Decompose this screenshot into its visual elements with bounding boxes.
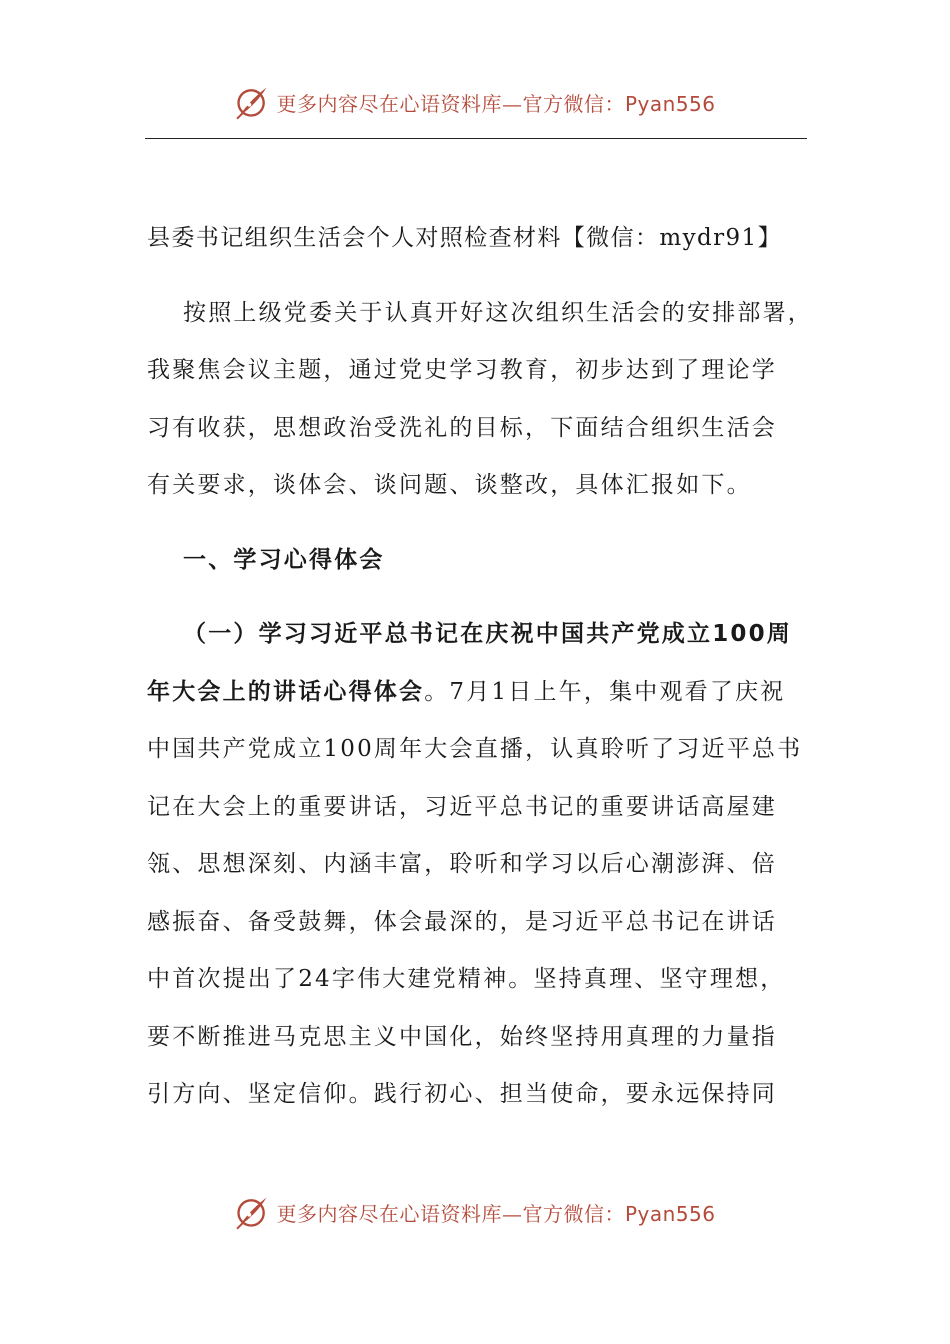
footer-banner [0,1190,950,1234]
paragraph-line: 瓴、思想深刻、内涵丰富，聆听和学习以后心潮澎湃、倍 [147,851,777,877]
header-rule [145,138,807,139]
header-banner [0,80,950,124]
paragraph-line: 中国共产党成立100周年大会直播，认真聆听了习近平总书 [147,736,803,762]
paragraph-line: 记在大会上的重要讲话，习近平总书记的重要讲话高屋建 [147,793,777,820]
paragraph-line: 感振奋、备受鼓舞，体会最深的，是习近平总书记在讲话 [147,908,777,935]
document-title: 县委书记组织生活会个人对照检查材料【微信：mydr91】 [147,225,782,251]
paragraph-line: 要不断推进马克思主义中国化，始终坚持用真理的力量指 [147,1023,777,1050]
paragraph-line: 引方向、坚定信仰。践行初心、担当使命，要永远保持同 [147,1081,777,1107]
quill-pen-logo-icon [234,84,270,120]
paragraph-line [147,664,811,722]
intro-line: 习有收获，思想政治受洗礼的目标，下面结合组织生活会 [147,414,777,441]
paragraph-text: 。7月1日上午，集中观看了庆祝 [424,678,786,705]
intro-line: 有关要求，谈体会、谈问题、谈整改，具体汇报如下。 [147,472,752,498]
intro-line: 我聚焦会议主题，通过党史学习教育，初步达到了理论学 [147,357,777,383]
quill-pen-logo-icon [234,1194,270,1230]
subsection-heading: （一）学习习近平总书记在庆祝中国共产党成立100周 [183,621,793,647]
footer-banner-text: 更多内容尽在心语资料库—官方微信：Pyan556 [276,1201,716,1226]
paragraph-line: 中首次提出了24字伟大建党精神。坚持真理、坚守理想， [147,966,786,992]
header-banner-text: 更多内容尽在心语资料库—官方微信：Pyan556 [276,91,716,116]
intro-line: 按照上级党委关于认真开好这次组织生活会的安排部署， [183,299,813,326]
section-heading: 一、学习心得体会 [183,546,385,573]
document-body [147,210,811,1124]
subsection-heading-continued: 年大会上的讲话心得体会 [147,678,425,705]
